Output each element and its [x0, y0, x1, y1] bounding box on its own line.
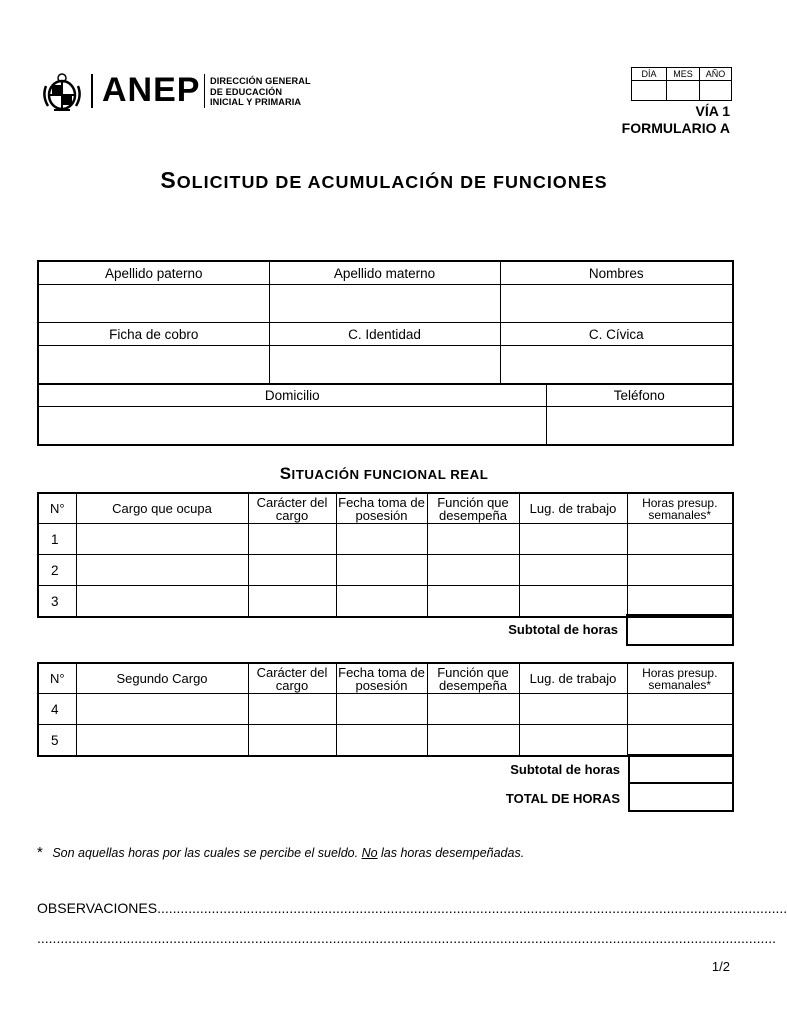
lugar-cell[interactable] — [519, 586, 627, 618]
logo-divider — [91, 74, 93, 108]
credencial-civica-label: C. Cívica — [500, 323, 733, 346]
fecha-cell[interactable] — [336, 555, 427, 586]
caracter-cell[interactable] — [248, 725, 336, 757]
coat-of-arms-icon — [42, 72, 82, 114]
date-box — [631, 67, 732, 101]
caracter-cell[interactable] — [248, 524, 336, 555]
funcion-cell[interactable] — [427, 725, 519, 757]
horas-cell[interactable] — [627, 555, 733, 586]
col-header-caracter: Carácter del cargo — [248, 493, 336, 524]
table-row — [38, 586, 733, 618]
logo-subtitle: DIRECCIÓN GENERAL DE EDUCACIÓN INICIAL Y PRIMARIA — [210, 76, 311, 107]
lugar-cell[interactable] — [519, 725, 627, 757]
page-number: 1/2 — [711, 959, 730, 974]
cargo-cell[interactable] — [76, 524, 248, 555]
nombres-label: Nombres — [500, 261, 733, 285]
caracter-cell[interactable] — [248, 586, 336, 618]
row-number: 3 — [38, 586, 76, 618]
col-header-fecha: Fecha toma de posesión — [336, 663, 427, 694]
date-month-field[interactable] — [667, 81, 700, 101]
col-header-lugar: Lug. de trabajo — [519, 493, 627, 524]
subtotal-label-2: Subtotal de horas — [510, 762, 620, 777]
row-number: 2 — [38, 555, 76, 586]
funcion-cell[interactable] — [427, 555, 519, 586]
lugar-cell[interactable] — [519, 694, 627, 725]
lugar-cell[interactable] — [519, 524, 627, 555]
domicilio-label: Domicilio — [38, 384, 546, 407]
observaciones-line[interactable]: OBSERVACIONES.................................................................................................................................................................. — [37, 900, 787, 916]
date-label-month: MES — [667, 68, 700, 81]
date-label-day: DÍA — [632, 68, 667, 81]
horas-cell[interactable] — [627, 694, 733, 725]
col-header-lugar: Lug. de trabajo — [519, 663, 627, 694]
total-label: TOTAL DE HORAS — [505, 791, 620, 806]
credencial-civica-field[interactable] — [500, 346, 733, 385]
subtotal-label-1: Subtotal de horas — [508, 622, 618, 637]
col-header-caracter: Carácter del cargo — [248, 663, 336, 694]
subtotal-field-2[interactable] — [628, 754, 734, 784]
address-table — [37, 383, 734, 446]
page-title: SOLICITUD DE ACUMULACIÓN DE FUNCIONES — [160, 167, 608, 193]
col-header-funcion: Función que desempeña — [427, 663, 519, 694]
fecha-cell[interactable] — [336, 586, 427, 618]
cargo-cell[interactable] — [76, 725, 248, 757]
cargo-cell[interactable] — [76, 555, 248, 586]
table-row — [38, 524, 733, 555]
nombres-field[interactable] — [500, 285, 733, 323]
via-label: VÍA 1 — [695, 103, 730, 119]
funcion-cell[interactable] — [427, 586, 519, 618]
logo-divider-thin — [204, 74, 205, 108]
form-copy-label — [622, 103, 730, 137]
telefono-label: Teléfono — [546, 384, 733, 407]
date-day-field[interactable] — [632, 81, 667, 101]
row-number: 4 — [38, 694, 76, 725]
formulario-label: FORMULARIO A — [621, 120, 730, 136]
col-header-fecha: Fecha toma de posesión — [336, 493, 427, 524]
col-header-horas: Horas presup. semanales* — [627, 493, 733, 524]
domicilio-field[interactable] — [38, 407, 546, 446]
ficha-cobro-label: Ficha de cobro — [38, 323, 269, 346]
subtotal-field-1[interactable] — [626, 614, 734, 646]
col-header-numero: N° — [38, 663, 76, 694]
apellido-paterno-field[interactable] — [38, 285, 269, 323]
apellido-materno-field[interactable] — [269, 285, 500, 323]
logo-text: ANEP — [102, 71, 201, 109]
footnote: * Son aquellas horas por las cuales se percibe el sueldo. No las horas desempeñadas. — [37, 844, 525, 861]
col-header-segundo-cargo: Segundo Cargo — [76, 663, 248, 694]
funcion-cell[interactable] — [427, 694, 519, 725]
table-row — [38, 725, 733, 757]
lugar-cell[interactable] — [519, 555, 627, 586]
cargo-cell[interactable] — [76, 586, 248, 618]
table-row — [38, 555, 733, 586]
fecha-cell[interactable] — [336, 694, 427, 725]
row-number: 5 — [38, 725, 76, 757]
apellido-materno-label: Apellido materno — [269, 261, 500, 285]
row-number: 1 — [38, 524, 76, 555]
horas-cell[interactable] — [627, 586, 733, 618]
col-header-cargo: Cargo que ocupa — [76, 493, 248, 524]
horas-cell[interactable] — [627, 524, 733, 555]
cargo-table-2 — [37, 662, 734, 757]
col-header-horas: Horas presup. semanales* — [627, 663, 733, 694]
col-header-funcion: Función que desempeña — [427, 493, 519, 524]
date-year-field[interactable] — [700, 81, 732, 101]
funcion-cell[interactable] — [427, 524, 519, 555]
section-title: SITUACIÓN FUNCIONAL REAL — [279, 464, 489, 483]
caracter-cell[interactable] — [248, 694, 336, 725]
personal-data-table — [37, 260, 734, 385]
fecha-cell[interactable] — [336, 524, 427, 555]
telefono-field[interactable] — [546, 407, 733, 446]
anep-logo — [42, 70, 322, 118]
col-header-numero: N° — [38, 493, 76, 524]
caracter-cell[interactable] — [248, 555, 336, 586]
ficha-cobro-field[interactable] — [38, 346, 269, 385]
date-label-year: AÑO — [700, 68, 732, 81]
fecha-cell[interactable] — [336, 725, 427, 757]
cargo-table-1 — [37, 492, 734, 618]
table-row — [38, 694, 733, 725]
observaciones-line-2[interactable]: .............................................................................................................................................................................................. — [37, 930, 777, 946]
cargo-cell[interactable] — [76, 694, 248, 725]
observaciones-label: OBSERVACIONES — [37, 900, 158, 916]
total-field[interactable] — [628, 782, 734, 812]
cedula-identidad-label: C. Identidad — [269, 323, 500, 346]
cedula-identidad-field[interactable] — [269, 346, 500, 385]
horas-cell[interactable] — [627, 725, 733, 757]
apellido-paterno-label: Apellido paterno — [38, 261, 269, 285]
